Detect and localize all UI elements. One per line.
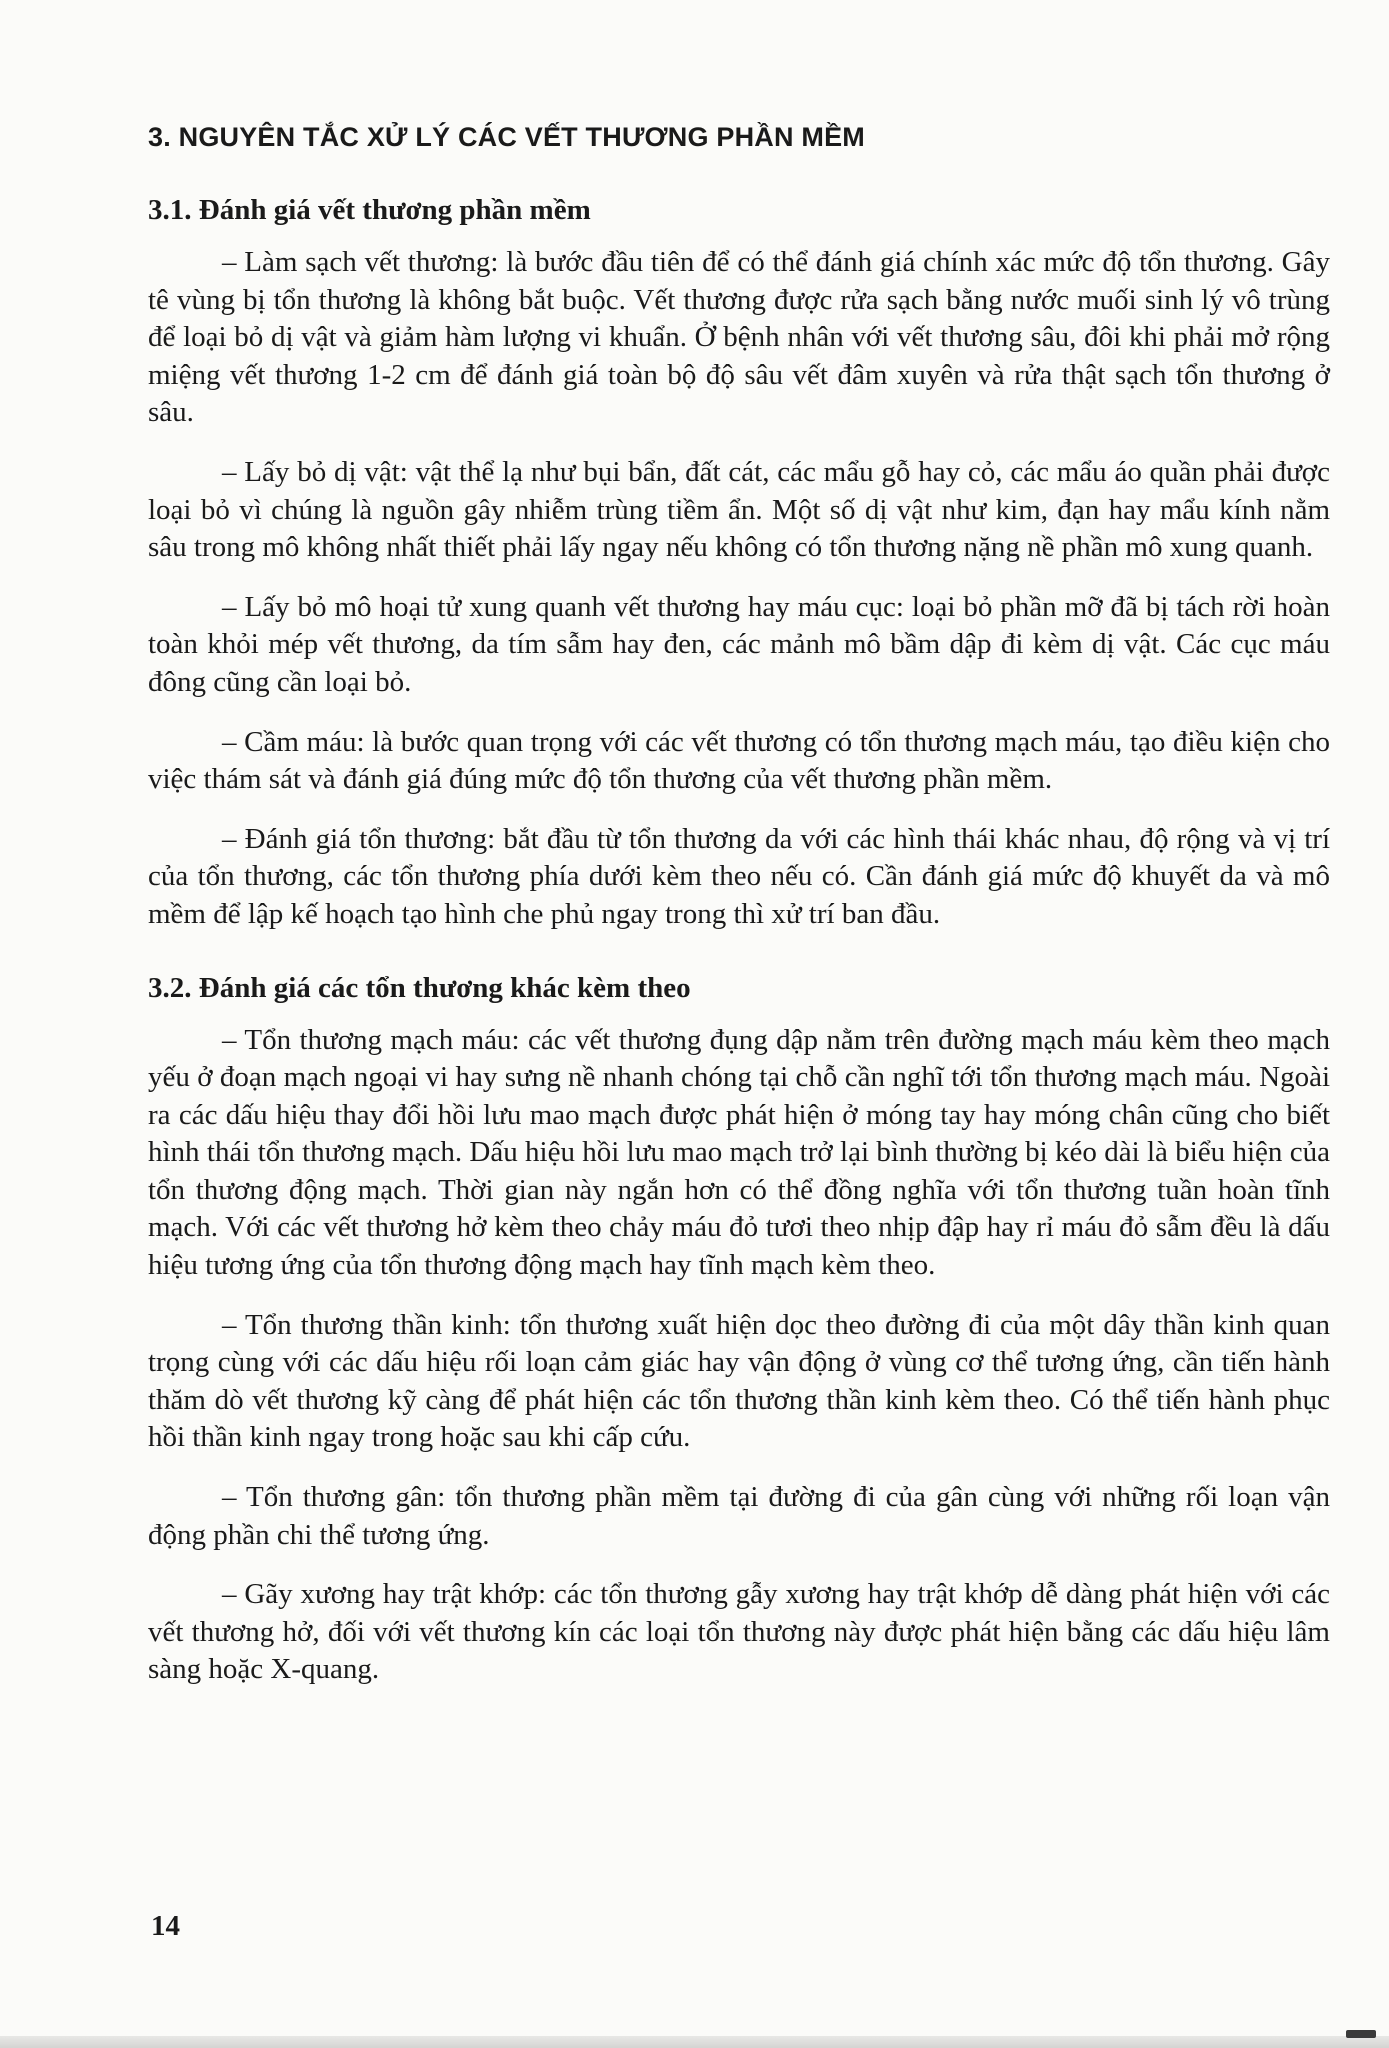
paragraph-tendon-injury: – Tổn thương gân: tổn thương phần mềm tại đường đi của gân cùng với những rối loạn vận động phần chi thể tương ứng.	[148, 1481, 1330, 1551]
paragraph-hemostasis: – Cầm máu: là bước quan trọng với các vết thương có tổn thương mạch máu, tạo điều kiện cho việc thám sát và đánh giá đúng mức độ tổn thương của vết thương phần mềm.	[148, 725, 1330, 796]
section-heading: 3.1. Đánh giá vết thương phần mềm	[148, 194, 591, 226]
scan-corner-mark	[1346, 2030, 1376, 2038]
paragraph-clean-wound: – Làm sạch vết thương: là bước đầu tiên để có thể đánh giá chính xác mức độ tổn thương. Gây tê vùng bị tổn thương là không bắt buộc. Vết thương được rửa sạch bằng nước muối sinh lý vô trùng để loại bỏ dị vật và giảm hàm lượng vi khuẩn. Ở bệnh nhân với vết thương sâu, đôi khi phải mở rộng miệng vết thương 1-2 cm để đánh giá toàn bộ độ sâu vết đâm xuyên và rửa thật sạch tổn thương ở sâu.	[148, 246, 1330, 429]
page-number: 14	[151, 1910, 180, 1942]
paragraph-remove-foreign-body: – Lấy bỏ dị vật: vật thể lạ như bụi bẩn, đất cát, các mẩu gỗ hay cỏ, các mẩu áo quần phải được loại bỏ vì chúng là nguồn gây nhiễm trùng tiềm ẩn. Một số dị vật như kim, đạn hay mẩu kính nằm sâu trong mô không nhất thiết phải lấy ngay nếu không có tổn thương nặng nề phần mô xung quanh.	[148, 455, 1330, 564]
section-heading: 3.2. Đánh giá các tổn thương khác kèm theo	[148, 971, 691, 1004]
page-content	[148, 118, 1330, 1711]
paragraph-nerve-injury: – Tổn thương thần kinh: tổn thương xuất hiện dọc theo đường đi của một dây thần kinh quan trọng cùng với các dấu hiệu rối loạn cảm giác hay vận động ở vùng cơ thể tương ứng, cần tiến hành thăm dò vết thương kỹ càng để phát hiện các tổn thương thần kinh kèm theo. Có thể tiến hành phục hồi thần kinh ngay trong hoặc sau khi cấp cứu.	[148, 1308, 1330, 1454]
paragraph-assess-injury: – Đánh giá tổn thương: bắt đầu từ tổn thương da với các hình thái khác nhau, độ rộng và vị trí của tổn thương, các tổn thương phía dưới kèm theo nếu có. Cần đánh giá mức độ khuyết da và mô mềm để lập kế hoạch tạo hình che phủ ngay trong thì xử trí ban đầu.	[148, 822, 1330, 930]
paragraph-remove-necrotic-tissue: – Lấy bỏ mô hoại tử xung quanh vết thương hay máu cục: loại bỏ phần mỡ đã bị tách rời hoàn toàn khỏi mép vết thương, da tím sẫm hay đen, các mảnh mô bầm dập đi kèm dị vật. Các cục máu đông cũng cần loại bỏ.	[148, 590, 1330, 698]
chapter-heading: 3. NGUYÊN TẮC XỬ LÝ CÁC VẾT THƯƠNG PHẦN MỀM	[148, 122, 865, 152]
section-3-1	[148, 190, 1330, 934]
paragraph-fracture-dislocation: – Gãy xương hay trật khớp: các tổn thương gẫy xương hay trật khớp dễ dàng phát hiện với các vết thương hở, đối với vết thương kín các loại tổn thương này được phát hiện bằng các dấu hiệu lâm sàng hoặc X-quang.	[148, 1578, 1330, 1686]
page-bottom-edge	[0, 2036, 1389, 2048]
paragraph-vascular-injury: – Tổn thương mạch máu: các vết thương đụng dập nằm trên đường mạch máu kèm theo mạch yếu ở đoạn mạch ngoại vi hay sưng nề nhanh chóng tại chỗ cần nghĩ tới tổn thương mạch máu. Ngoài ra các dấu hiệu thay đổi hồi lưu mao mạch được phát hiện ở móng tay hay móng chân cũng cho biết hình thái tổn thương mạch. Dấu hiệu hồi lưu mao mạch trở lại bình thường bị kéo dài là biểu hiện của tổn thương động mạch. Thời gian này ngắn hơn có thể đồng nghĩa với tổn thương tuần hoàn tĩnh mạch. Với các vết thương hở kèm theo chảy máu đỏ tươi theo nhịp đập hay rỉ máu đỏ sẫm đều là dấu hiệu tương ứng của tổn thương động mạch hay tĩnh mạch kèm theo.	[148, 1023, 1330, 1282]
section-3-2	[148, 968, 1330, 1690]
